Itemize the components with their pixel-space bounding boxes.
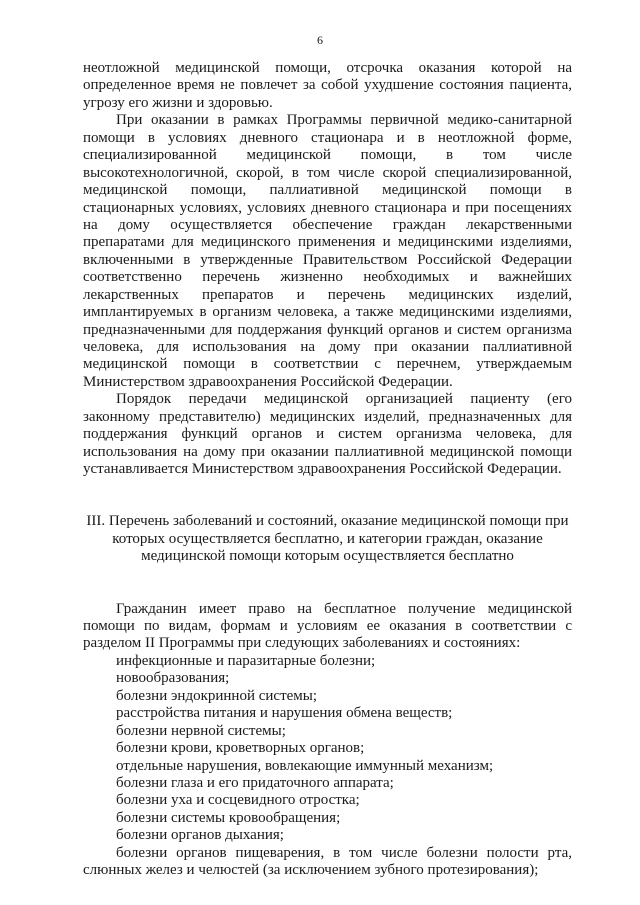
text-line: слюнных желез и челюстей (за исключением зубного протезирования);: [83, 862, 539, 879]
text-line: поддержания функций органов и систем организма человека, для: [83, 426, 572, 443]
text-line: имплантируемых в организм человека, а также медицинскими изделиями,: [83, 304, 572, 321]
text-line: высокотехнологичной, скорой, в том числе скорой специализированной,: [83, 164, 572, 181]
text-line: законному представителю) медицинских изделий, предназначенных для: [83, 408, 572, 425]
text-line: неотложной медицинской помощи, отсрочка оказания которой на: [83, 60, 572, 76]
text-line: медицинской помощи которым осуществляется бесплатно: [141, 548, 514, 565]
text-line: на дому осуществляется обеспечение граждан лекарственными: [83, 216, 572, 233]
text-line: человека, для использования на дому при оказании паллиативной: [83, 339, 572, 355]
text-line: расстройства питания и нарушения обмена веществ;: [116, 705, 453, 722]
text-line: Порядок передачи медицинской организацией пациенту (его: [116, 391, 572, 408]
text-line: включенными в утвержденные Правительством Российской Федерации: [83, 251, 572, 268]
text-line: медицинской помощи, паллиативной медицинской помощи в: [83, 182, 572, 199]
text-line: болезни органов дыхания;: [116, 827, 284, 844]
text-line: болезни нервной системы;: [116, 722, 286, 739]
text-line: отдельные нарушения, вовлекающие иммунный механизм;: [116, 757, 494, 774]
text-line: болезни уха и сосцевидного отростка;: [116, 792, 360, 809]
text-line: лекарственных препаратов и перечень медицинских изделий,: [83, 286, 572, 303]
blank-line: [83, 496, 572, 513]
text-line: инфекционные и паразитарные болезни;: [116, 652, 376, 669]
text-line: При оказании в рамках Программы первичной медико-санитарной: [116, 112, 572, 129]
text-line: помощи по видам, формам и условиям ее оказания в соответствии с: [83, 618, 572, 634]
text-line: болезни эндокринной системы;: [116, 687, 318, 704]
text-line: специализированной медицинской помощи, в том числе: [83, 147, 572, 164]
text-line: определенное время не повлечет за собой ухудшение состояния пациента,: [83, 77, 572, 94]
text-line: болезни органов пищеварения, в том числе болезни полости рта,: [116, 844, 572, 861]
text-line: болезни системы кровообращения;: [116, 809, 341, 826]
text-line: использования на дому при оказании паллиативной медицинской помощи: [83, 443, 572, 460]
text-line: новообразования;: [116, 670, 230, 687]
text-line: устанавливается Министерством здравоохранения Российской Федерации.: [83, 461, 562, 478]
text-line: болезни крови, кроветворных органов;: [116, 740, 365, 757]
page-number: 6: [317, 33, 323, 47]
text-line: помощи в условиях дневного стационара и в неотложной форме,: [83, 129, 572, 146]
blank-line: [83, 583, 572, 600]
text-line: стационарных условиях, условиях дневного стационара и при посещениях: [83, 199, 572, 216]
text-line: препаратами для медицинского применения и медицинскими изделиями,: [83, 234, 572, 251]
text-line: разделом II Программы при следующих заболеваниях и состояниях:: [83, 635, 521, 652]
text-line: угрозу его жизни и здоровью.: [83, 94, 273, 111]
text-line: Министерством здравоохранения Российской Федерации.: [83, 373, 453, 390]
text-line: III. Перечень заболеваний и состояний, оказание медицинской помощи при: [86, 513, 569, 530]
text-line: соответственно перечень жизненно необходимых и важнейших: [83, 269, 572, 286]
text-line: предназначенными для поддержания функций органов и систем организма: [83, 321, 572, 338]
text-line: Гражданин имеет право на бесплатное получение медицинской: [116, 600, 572, 617]
blank-line: [83, 566, 572, 583]
text-line: болезни глаза и его придаточного аппарата;: [116, 774, 394, 791]
text-line: медицинской помощи в соответствии с перечнем, утверждаемым: [83, 356, 572, 373]
text-line: которых осуществляется бесплатно, и категории граждан, оказание: [112, 530, 543, 547]
blank-line: [83, 479, 572, 496]
document-body: [83, 60, 572, 880]
